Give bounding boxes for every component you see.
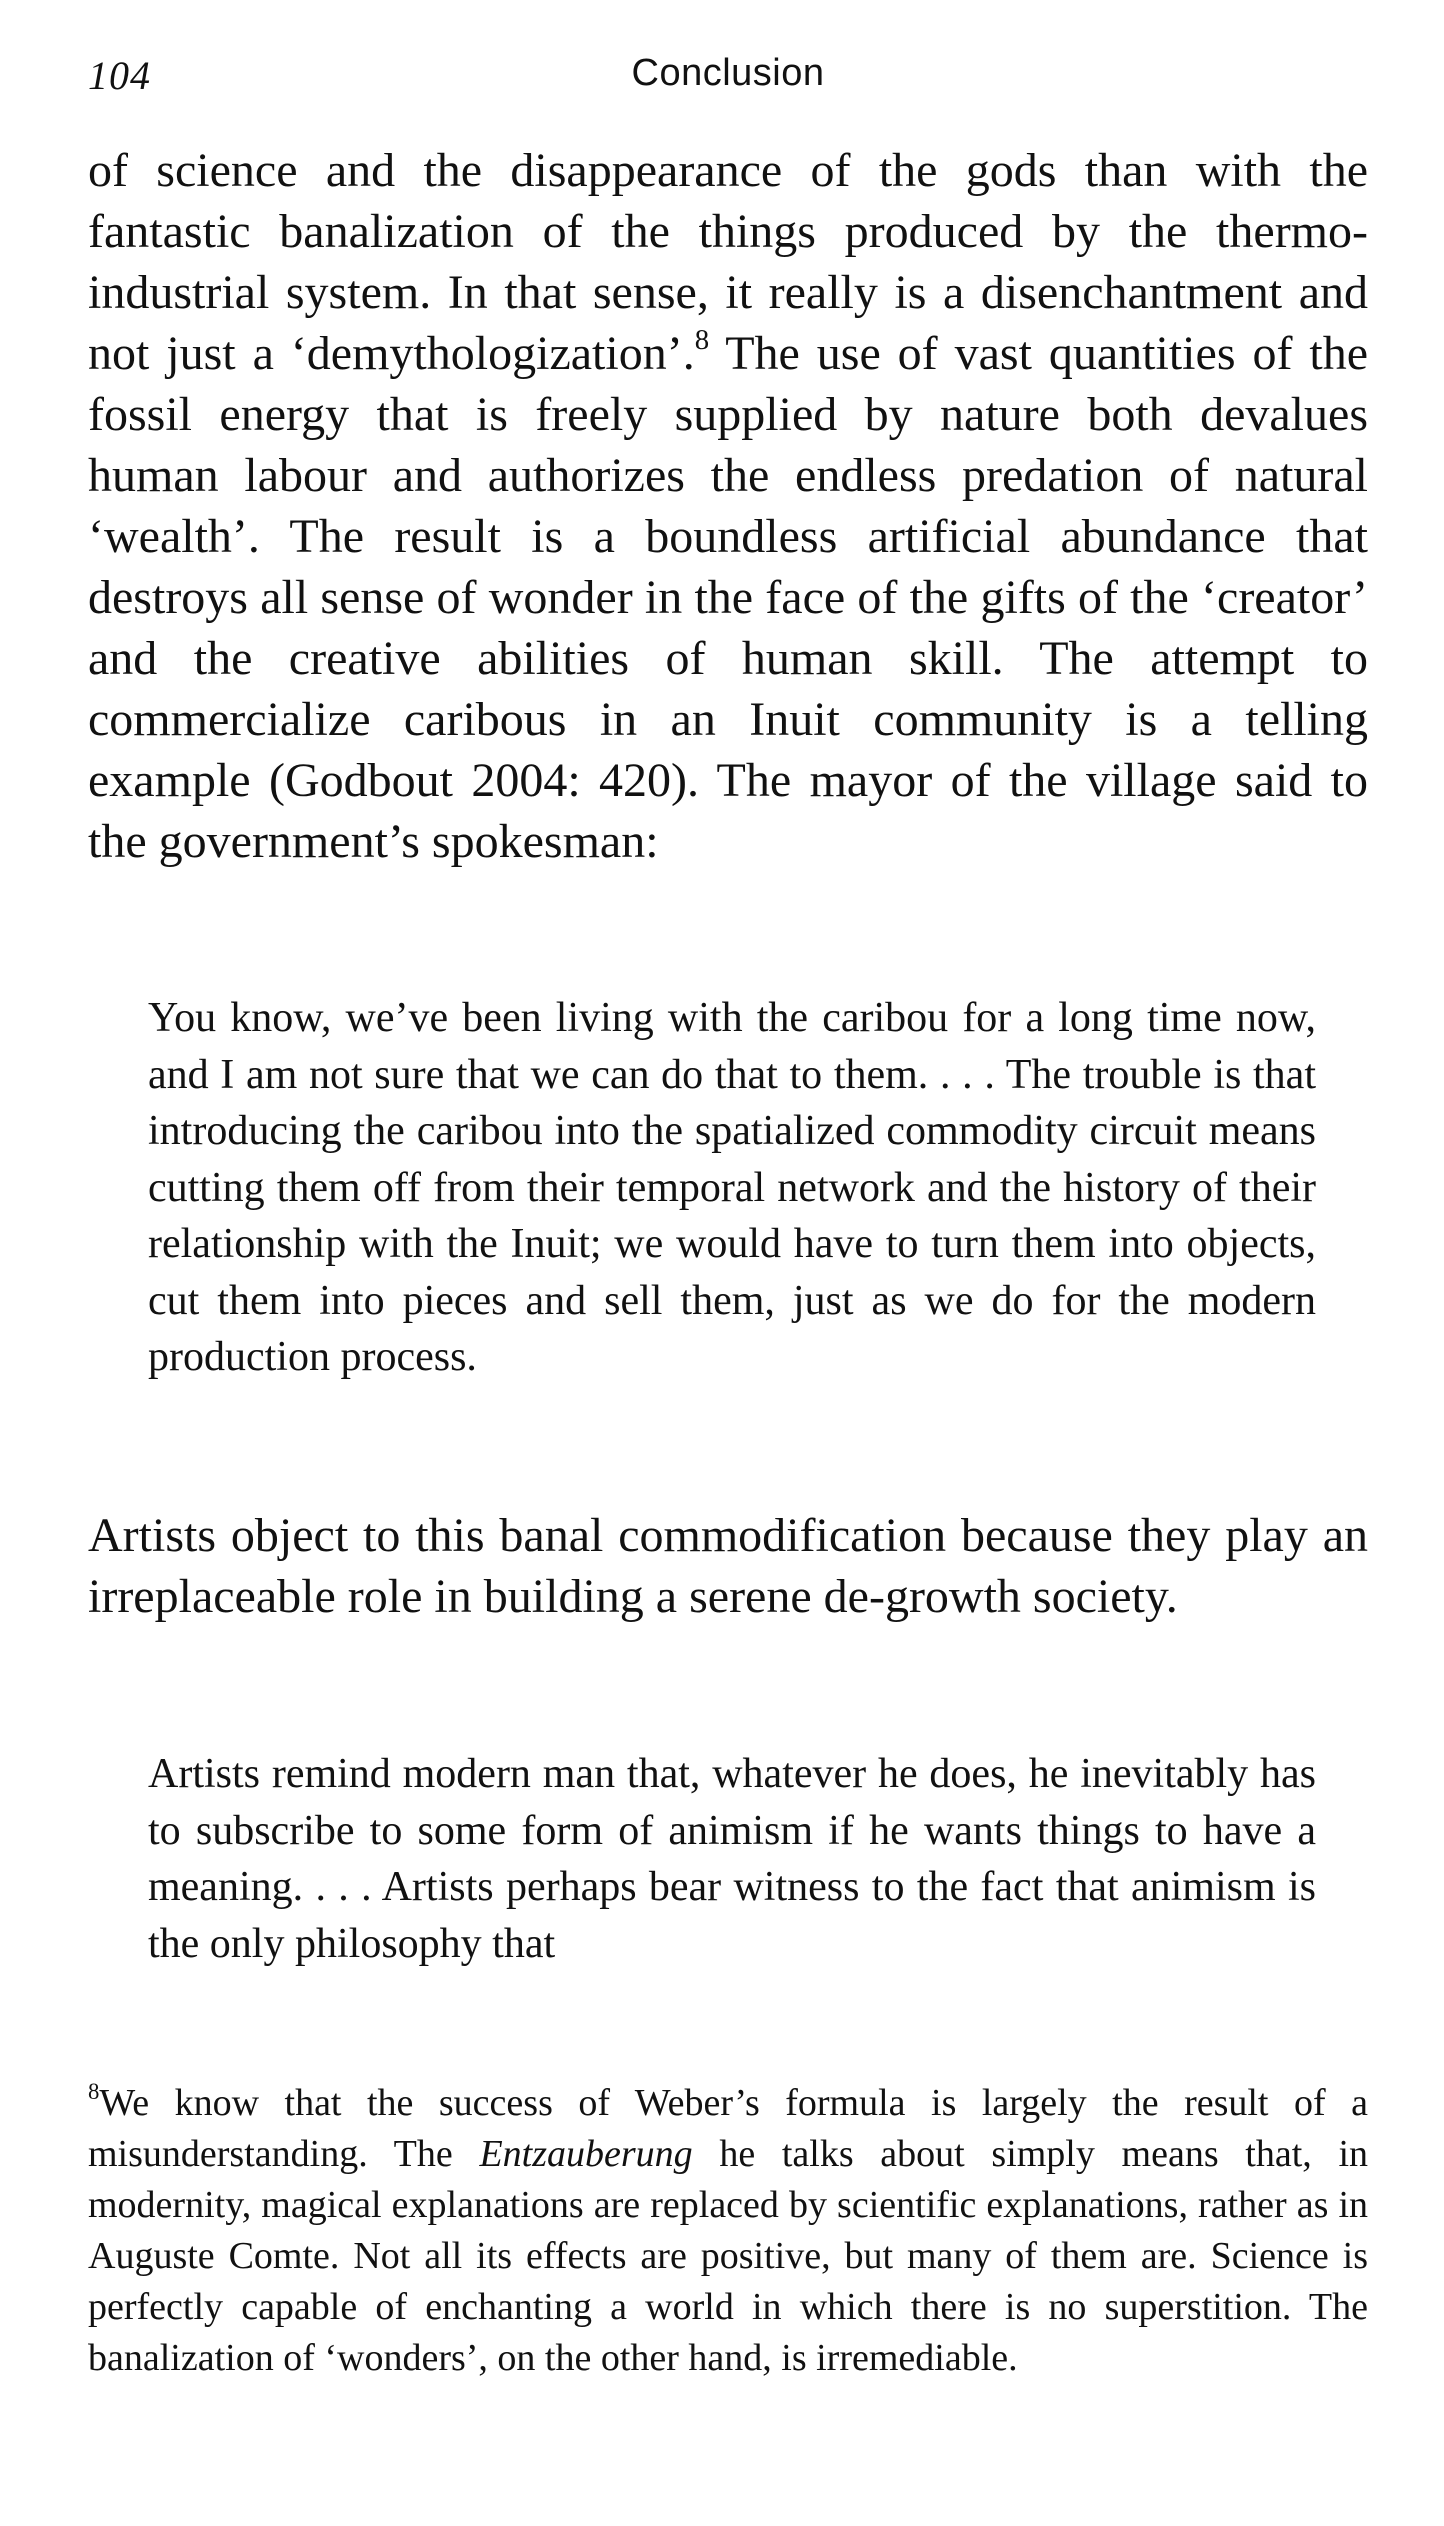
footnote-8: [88, 2078, 1368, 2384]
block-quote-1: You know, we’ve been living with the caribou for a long time now, and I am not sure that we can do that to them. . . . The trouble is that introducing the caribou into the spatialized commodity circuit means cutting them off from their temporal network and the history of their relationship with the Inuit; we would have to turn them into objects, cut them into pieces and sell them, just as we do for the modern production process.: [148, 995, 1316, 1380]
footnote-italic-term: Entzauberung: [479, 2133, 693, 2175]
block-quote-2: Artists remind modern man that, whatever he does, he inevitably has to subscribe to some form of animism if he wants things to have a meaning. . . . Artists perhaps bear witness to the fact that animism is the only philosophy that: [148, 1751, 1316, 1967]
footnote-text-after-italic: he talks about simply means that, in modernity, magical explanations are replaced by scientific explanations, rather as in Auguste Comte. Not all its effects are positive, but many of them are. Science is perfectly capable of enchanting a world in which there is no superstition. The banalization of ‘wonders’, on the other hand, is irremediable.: [88, 2133, 1368, 2379]
running-head: [88, 52, 1368, 112]
page-number: 104: [88, 53, 151, 98]
footnote-marker: 8: [88, 2079, 100, 2105]
paragraph-1-text-before-note: of science and the disappearance of the gods than with the fantastic banalization of the things produced by the thermo-industrial system. In that sense, it really is a disenchantment and not just a ‘demythologization’.: [88, 144, 1368, 380]
body-paragraph-1: [88, 140, 1368, 872]
body-paragraph-2: Artists object to this banal commodification because they play an irreplaceable role in building a serene de-growth society.: [88, 1509, 1368, 1623]
running-title: Conclusion: [631, 52, 825, 94]
footnote-reference-8: 8: [694, 323, 710, 356]
footnote-text-before-italic: We know that the success of Weber’s formula is largely the result of a misunderstanding. The: [88, 2082, 1368, 2175]
paragraph-1-text-after-note: The use of vast quantities of the fossil energy that is freely supplied by nature both devalues human labour and authorizes the endless predation of natural ‘wealth’. The result is a boundless artificial abundance that destroys all sense of wonder in the face of the gifts of the ‘creator’ and the creative abilities of human skill. The attempt to commercialize caribous in an Inuit community is a telling example (Godbout 2004: 420). The mayor of the village said to the government’s spokesman:: [88, 327, 1369, 868]
